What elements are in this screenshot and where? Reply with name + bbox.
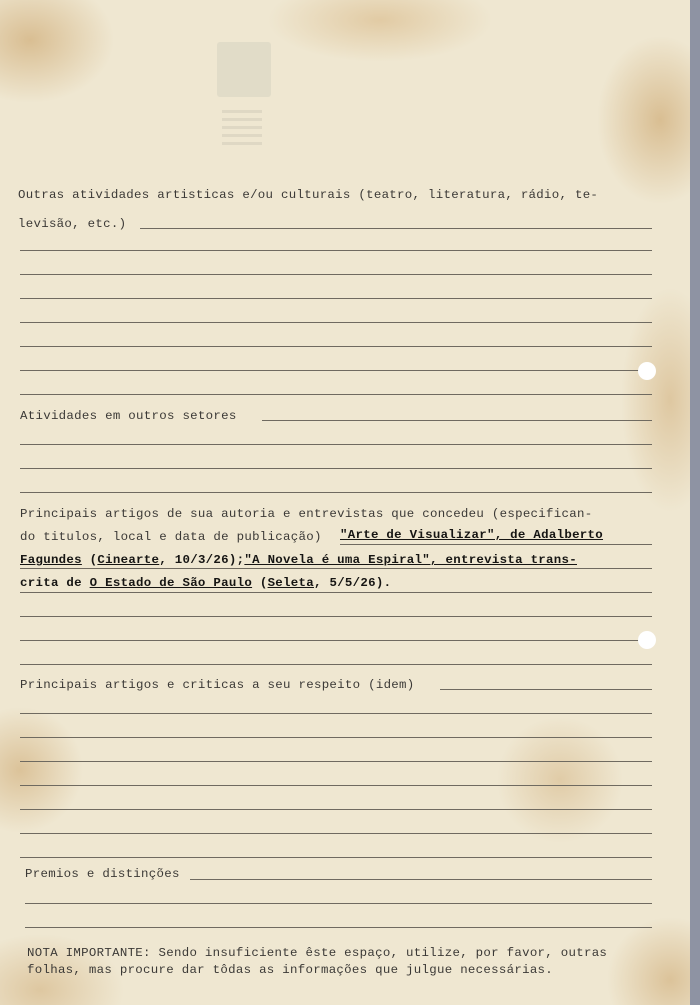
outras-answer-line[interactable] [20,394,652,395]
outras-label-line2: levisão, etc.) [18,217,127,231]
criticas-answer-line[interactable] [20,833,652,834]
criticas-label: Principais artigos e criticas a seu respeito (idem) [20,678,415,692]
criticas-answer-line[interactable] [20,809,652,810]
premios-answer-line[interactable] [190,879,652,880]
atividades-label: Atividades em outros setores [20,409,237,423]
nota-line1: NOTA IMPORTANTE: Sendo insuficiente êste espaço, utilize, por favor, outras [27,946,608,960]
punch-hole [638,631,656,649]
atividades-answer-line[interactable] [20,444,652,445]
artigos-answer-line[interactable] [20,568,652,569]
criticas-answer-line[interactable] [440,689,652,690]
criticas-answer-line[interactable] [20,713,652,714]
punch-hole [638,362,656,380]
publication-cinearte: Cinearte [97,553,160,567]
faded-logo-caption [222,110,262,150]
transcrita-de: crita de [20,576,90,590]
outras-answer-line[interactable] [20,370,652,371]
outras-answer-line[interactable] [20,346,652,347]
premios-label: Premios e distinções [25,867,180,881]
faded-logo [217,42,271,97]
artigos-answer-line[interactable] [20,592,652,593]
outras-answer-line[interactable] [20,250,652,251]
atividades-answer-line[interactable] [20,492,652,493]
outras-answer-line[interactable] [20,322,652,323]
nota-line2: folhas, mas procure dar tôdas as informações que julgue necessárias. [27,963,554,977]
premios-answer-line[interactable] [25,927,652,928]
outras-label-line1: Outras atividades artisticas e/ou culturais (teatro, literatura, rádio, te- [18,188,599,202]
publication-seleta: Seleta [267,576,314,590]
outras-answer-line[interactable] [20,274,652,275]
date-2: , 5/5/26). [313,576,392,590]
artigos-answer-line[interactable] [20,640,652,641]
atividades-answer-line[interactable] [262,420,652,421]
criticas-answer-line[interactable] [20,785,652,786]
outras-answer-line[interactable] [140,228,652,229]
artigos-label-line2: do titulos, local e data de publicação) [20,530,322,544]
outras-answer-line[interactable] [20,298,652,299]
artigos-answer-line[interactable] [20,664,652,665]
atividades-answer-line[interactable] [20,468,652,469]
criticas-answer-line[interactable] [20,761,652,762]
criticas-answer-line[interactable] [20,737,652,738]
artigos-label-line1: Principais artigos de sua autoria e entrevistas que concedeu (especifican- [20,507,593,521]
paren-open-2: ( [252,576,268,590]
artigos-answer-line3 [20,576,391,590]
artigos-answer-line[interactable] [20,616,652,617]
premios-answer-line[interactable] [25,903,652,904]
artigos-answer-line[interactable] [340,544,652,545]
criticas-answer-line[interactable] [20,857,652,858]
artigos-answer-line2 [20,553,577,567]
newspaper-name: O Estado de São Paulo [89,576,253,590]
author-name: Fagundes [20,553,82,567]
paren-open: ( [81,553,98,567]
artigos-answer-line1: "Arte de Visualizar", de Adalberto [340,528,604,542]
date-1: , 10/3/26); [159,553,245,567]
interview-title: "A Novela é uma Espiral", entrevista trans- [244,553,577,567]
